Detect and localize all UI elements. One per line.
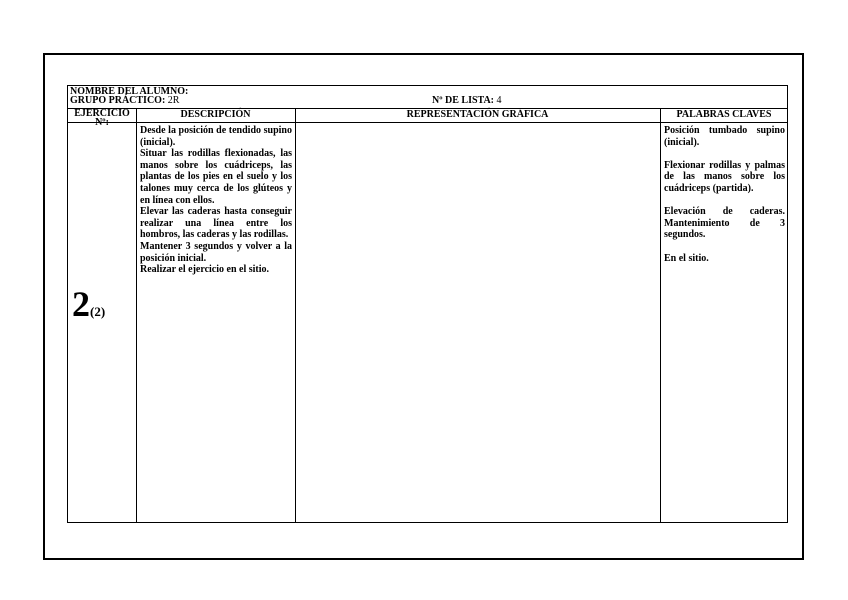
description-line: Mantener 3 segundos y volver a la posición inicial. — [140, 240, 292, 264]
exercise-number — [72, 286, 105, 330]
exercise-sheet — [67, 85, 788, 523]
description-line: Realizar el ejercicio en el sitio. — [140, 264, 270, 276]
group-line — [70, 96, 179, 105]
exercise-number-main: 2 — [72, 284, 90, 324]
description-line: Desde la posición de tendido supino (inicial). — [140, 125, 292, 148]
list-number-label: Nº DE LISTA: — [432, 95, 495, 106]
column-divider — [136, 108, 137, 522]
keyword-line: Elevación de caderas. Mantenimiento de 3 segundos. — [664, 206, 785, 241]
description-line: Elevar las caderas hasta conseguir realizar una línea entre los hombros, las caderas y las rodillas. — [140, 206, 292, 241]
column-header-description: DESCRIPCIÓN — [180, 109, 251, 120]
keyword-line: En el sitio. — [664, 252, 709, 264]
column-header-keywords: PALABRAS CLAVES — [676, 109, 772, 120]
group-label: GRUPO PRÁCTICO: — [70, 95, 166, 106]
column-header-graphic: REPRESENTACIÓN GRÁFICA — [406, 109, 549, 120]
keywords-cell — [664, 125, 785, 264]
keyword-line: Posición tumbado supino (inicial). — [664, 125, 785, 148]
column-divider — [660, 108, 661, 522]
sheet-header — [68, 86, 787, 108]
description-cell — [140, 125, 292, 276]
group-value: 2R — [167, 95, 180, 106]
list-number-value: 4 — [496, 95, 502, 106]
exercise-number-sub: (2) — [90, 304, 106, 319]
student-name-label: NOMBRE DEL ALUMNO: — [70, 86, 189, 97]
column-header-row — [68, 108, 787, 128]
column-header-exercise: EJERCICIO Nº: — [74, 108, 130, 128]
column-divider — [295, 108, 296, 522]
list-number-line — [432, 96, 502, 105]
keyword-line: Flexionar rodillas y palmas de las manos sobre los cuádriceps (partida). — [664, 159, 785, 194]
description-line: Situar las rodillas flexionadas, las manos sobre los cuádriceps, las plantas de los pies en el suelo y los talones muy cerca de los glúteos y en línea con ellos. — [140, 148, 292, 206]
